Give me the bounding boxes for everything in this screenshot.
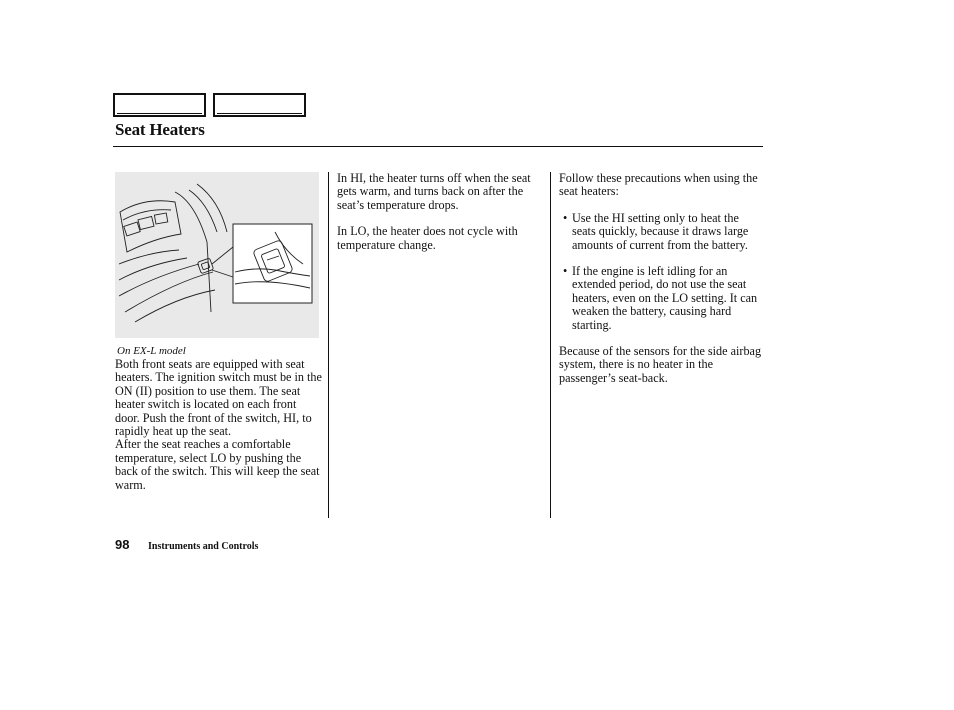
intro-paragraph: Both front seats are equipped with seat heaters. The ignition switch must be in the ON (II) position to use them. The seat heater switch is located on each front door. Push the front of the switch, HI, to rapidly heat up the seat. <box>115 357 322 439</box>
lo-setting-paragraph: After the seat reaches a comfortable temperature, select LO by pushing the back of the switch. This will keep the seat warm. <box>115 437 320 492</box>
column-2-text <box>337 172 545 252</box>
precautions-list <box>559 212 765 332</box>
section-name: Instruments and Controls <box>148 541 259 552</box>
page-title: Seat Heaters <box>115 120 205 139</box>
lo-cycle-paragraph: In LO, the heater does not cycle with temperature change. <box>337 224 518 252</box>
column-1-text <box>115 358 323 492</box>
hi-cycle-paragraph: In HI, the heater turns off when the seat gets warm, and turns back on after the seat’s temperature drops. <box>337 171 531 212</box>
title-divider <box>113 146 763 147</box>
page-number: 98 <box>115 537 130 552</box>
figure-caption: On EX-L model <box>117 345 186 357</box>
airbag-note-paragraph: Because of the sensors for the side airbag system, there is no heater in the passenger’s seat-back. <box>559 344 762 385</box>
next-page-button[interactable] <box>213 93 306 117</box>
door-panel-drawing <box>115 172 319 338</box>
previous-page-button[interactable] <box>113 93 206 117</box>
seat-heater-switch-illustration <box>115 172 319 338</box>
precautions-intro: Follow these precautions when using the seat heaters: <box>559 171 758 199</box>
column-divider-2 <box>550 172 551 518</box>
list-item: • If the engine is left idling for an extended period, do not use the seat heaters, even on the LO setting. It can weaken the battery, causing hard starting. <box>563 264 758 332</box>
column-divider-1 <box>328 172 329 518</box>
list-item: • Use the HI setting only to heat the seats quickly, because it draws large amounts of current from the battery. <box>563 210 749 252</box>
column-3-text <box>559 172 765 385</box>
